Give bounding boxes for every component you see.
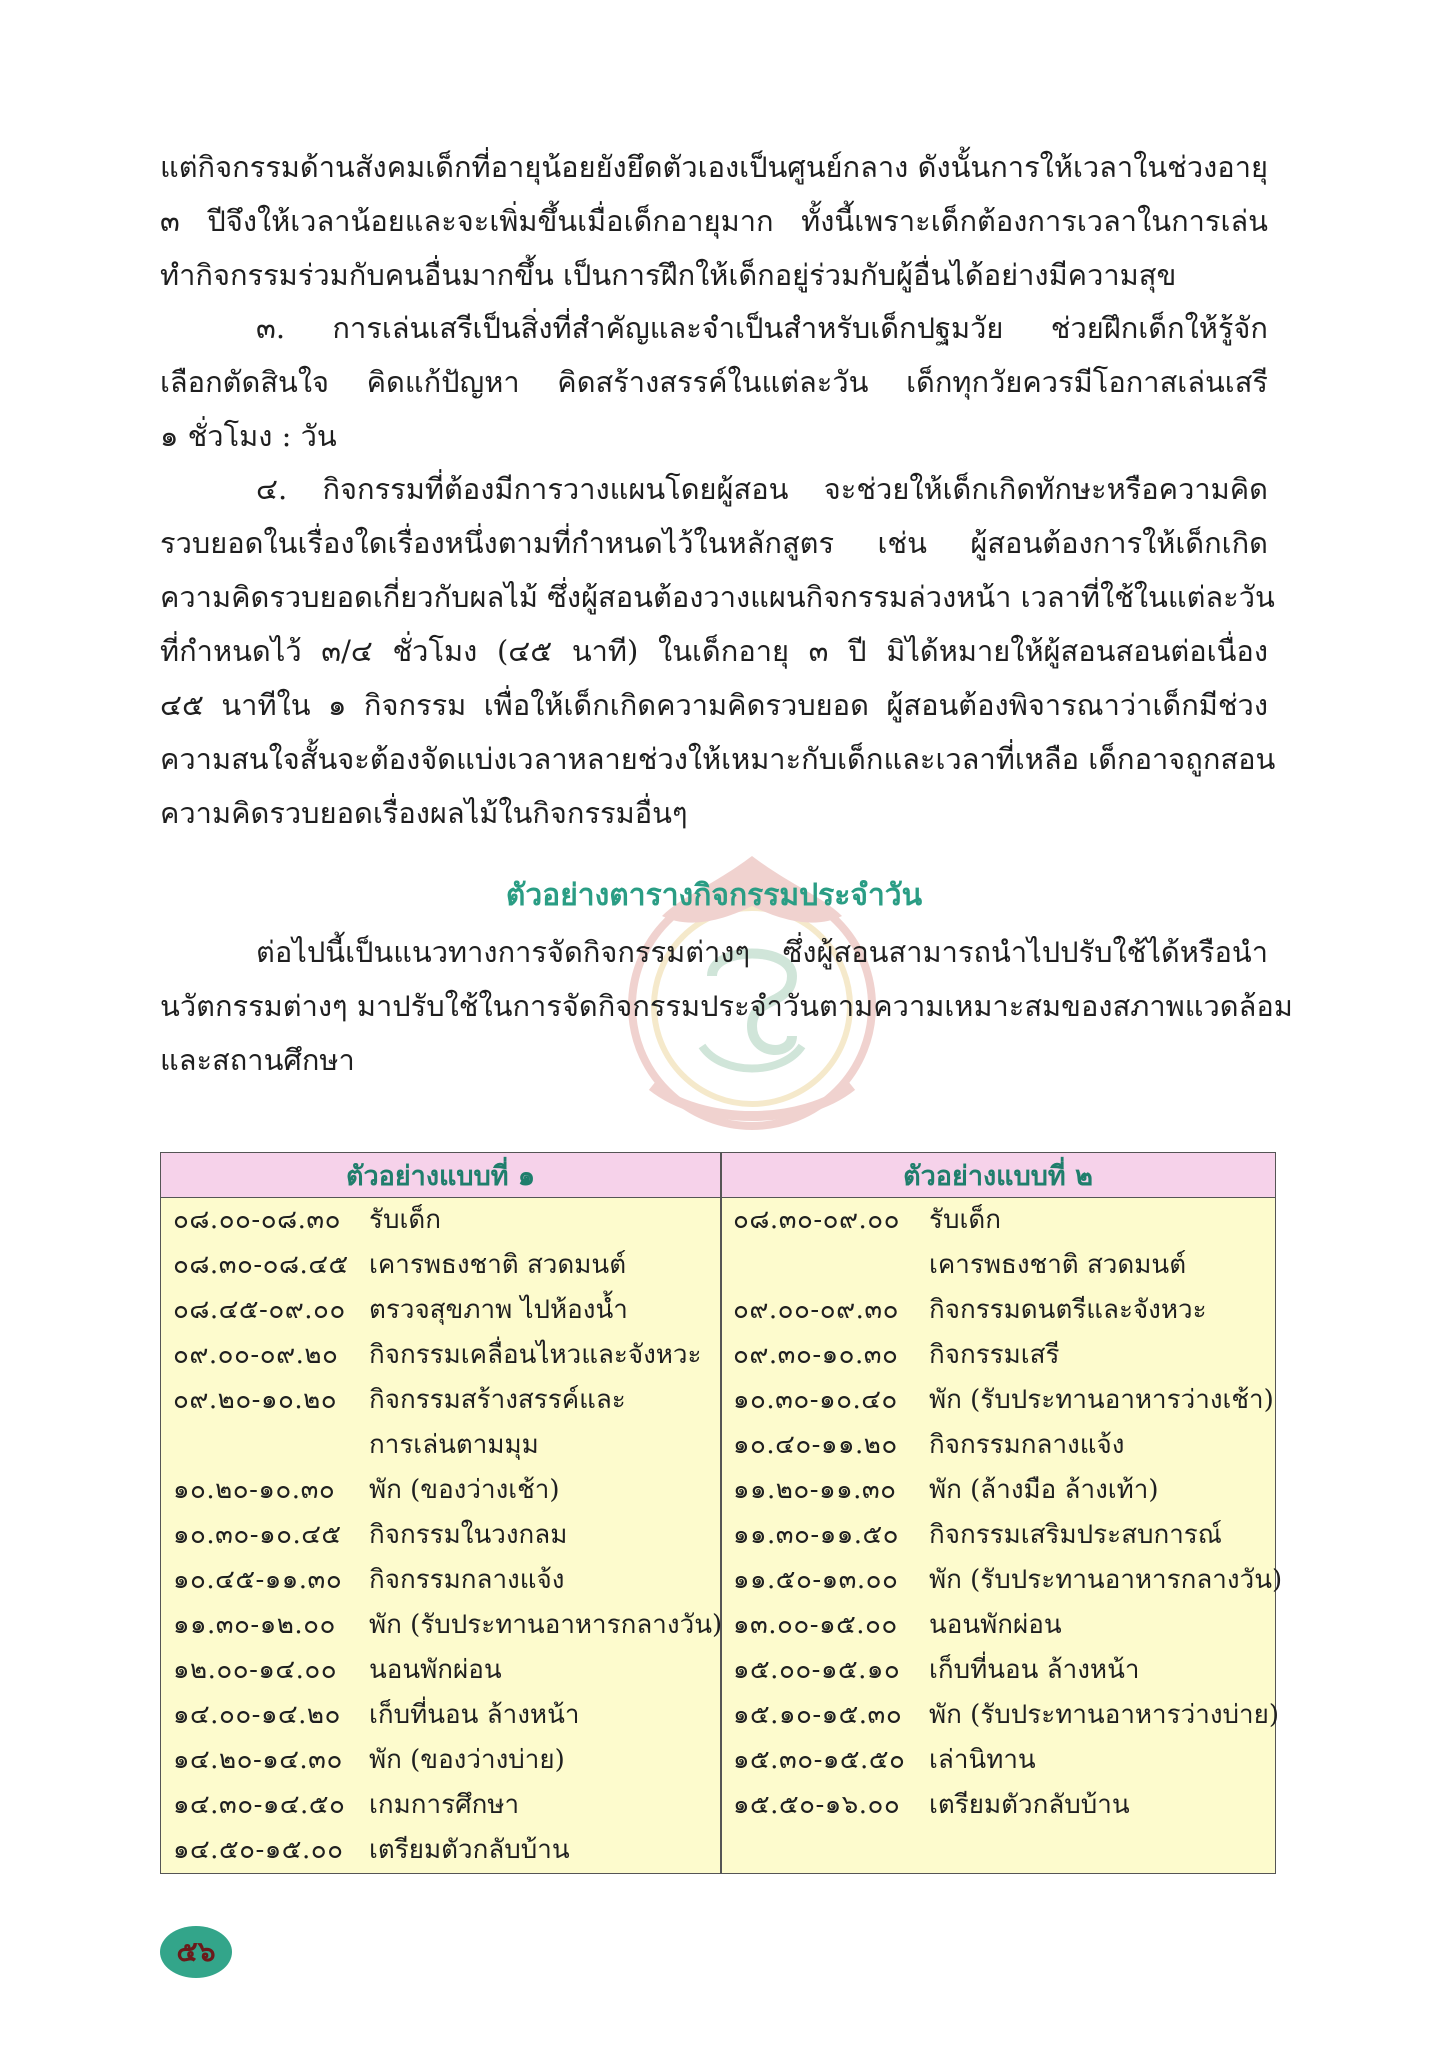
col1-header: ตัวอย่างแบบที่ ๑ [345,1161,536,1192]
schedule-time: ๑๑.๕๐-๑๓.๐๐ [733,1565,899,1595]
text-line: รวบยอดในเรื่องใดเรื่องหนึ่งตามที่กำหนดไว้ในหลักสูตร เช่น ผู้สอนต้องการให้เด็กเกิด [160,526,1268,560]
schedule-row [733,1783,1269,1828]
schedule-time: ๐๘.๓๐-๐๙.๐๐ [733,1205,901,1235]
schedule-row [173,1288,713,1333]
text-line: และสถานศึกษา [160,1043,355,1077]
schedule-activity: เก็บที่นอน ล้างหน้า [929,1655,1140,1685]
schedule-time: ๐๙.๓๐-๑๐.๓๐ [733,1340,899,1370]
schedule-activity: พัก (รับประทานอาหารว่างเช้า) [929,1385,1274,1415]
schedule-column-2 [733,1198,1283,1828]
schedule-activity: กิจกรรมกลางแจ้ง [369,1565,565,1595]
col2-header: ตัวอย่างแบบที่ ๒ [903,1161,1093,1192]
schedule-activity: พัก (ของว่างเช้า) [369,1475,560,1505]
schedule-activity: กิจกรรมกลางแจ้ง [929,1430,1125,1460]
schedule-row [173,1558,713,1603]
text-line: ความคิดรวบยอดเกี่ยวกับผลไม้ ซึ่งผู้สอนต้องวางแผนกิจกรรมล่วงหน้า เวลาที่ใช้ในแต่ละวัน [160,580,1275,614]
schedule-time: ๐๙.๐๐-๐๙.๓๐ [733,1295,900,1325]
text-line: ความคิดรวบยอดเรื่องผลไม้ในกิจกรรมอื่นๆ [160,796,688,830]
schedule-time: ๐๘.๓๐-๐๘.๔๕ [173,1250,349,1280]
text-line: ๔๕ นาทีใน ๑ กิจกรรม เพื่อให้เด็กเกิดความคิดรวบยอด ผู้สอนต้องพิจารณาว่าเด็กมีช่วง [160,688,1268,722]
schedule-activity: เล่านิทาน [929,1745,1036,1775]
schedule-row [733,1243,1269,1288]
schedule-activity: กิจกรรมสร้างสรรค์และ [369,1385,626,1415]
schedule-activity: เตรียมตัวกลับบ้าน [929,1790,1130,1820]
schedule-row [733,1648,1269,1693]
schedule-time: ๐๘.๔๕-๐๙.๐๐ [173,1295,346,1325]
text-line: ๔. กิจกรรมที่ต้องมีการวางแผนโดยผู้สอน จะช่วยให้เด็กเกิดทักษะหรือความคิด [256,472,1268,506]
schedule-time: ๑๑.๒๐-๑๑.๓๐ [733,1475,897,1505]
table-header-row [161,1153,1275,1198]
schedule-activity: พัก (ล้างมือ ล้างเท้า) [929,1475,1159,1505]
schedule-time: ๑๔.๓๐-๑๔.๕๐ [173,1790,346,1820]
section-heading: ตัวอย่างตารางกิจกรรมประจำวัน [505,878,923,913]
schedule-activity: พัก (รับประทานอาหารกลางวัน) [369,1610,723,1640]
point-3-paragraph [160,301,1268,463]
text-line: นวัตกรรมต่างๆ มาปรับใช้ในการจัดกิจกรรมประจำวันตามความเหมาะสมของสภาพแวดล้อม [160,989,1293,1023]
schedule-row [733,1513,1269,1558]
schedule-row [733,1738,1269,1783]
schedule-row [173,1378,713,1423]
schedule-time: ๑๔.๕๐-๑๕.๐๐ [173,1835,344,1865]
schedule-activity: เคารพธงชาติ สวดมนต์ [369,1250,627,1280]
schedule-time: ๑๔.๐๐-๑๔.๒๐ [173,1700,341,1730]
text-line: ต่อไปนี้เป็นแนวทางการจัดกิจกรรมต่างๆ ซึ่งผู้สอนสามารถนำไปปรับใช้ได้หรือนำ [256,935,1268,969]
schedule-activity: นอนพักผ่อน [369,1655,502,1685]
schedule-time: ๑๐.๓๐-๑๐.๔๐ [733,1385,898,1415]
schedule-activity: กิจกรรมในวงกลม [369,1520,568,1550]
schedule-table [160,1152,1283,1874]
schedule-row [733,1198,1269,1243]
schedule-time: ๐๙.๐๐-๐๙.๒๐ [173,1340,339,1370]
schedule-activity: พัก (ของว่างบ่าย) [369,1745,565,1775]
intro-paragraph [160,140,1268,302]
text-line: ความสนใจสั้นจะต้องจัดแบ่งเวลาหลายช่วงให้เหมาะกับเด็กและเวลาที่เหลือ เด็กอาจถูกสอน [160,742,1276,776]
schedule-row [173,1198,713,1243]
page-number-badge: ๕๖ [160,1926,232,1978]
schedule-activity: เตรียมตัวกลับบ้าน [369,1835,570,1865]
schedule-activity: รับเด็ก [929,1205,1001,1235]
schedule-row [733,1378,1274,1423]
schedule-time: ๑๔.๒๐-๑๔.๓๐ [173,1745,343,1775]
schedule-activity: เกมการศึกษา [369,1790,520,1820]
schedule-activity: พัก (รับประทานอาหารว่างบ่าย) [929,1700,1279,1730]
schedule-row [173,1243,713,1288]
schedule-time: ๑๕.๕๐-๑๖.๐๐ [733,1790,901,1820]
schedule-time: ๑๕.๓๐-๑๕.๕๐ [733,1745,906,1775]
text-line: เลือกตัดสินใจ คิดแก้ปัญหา คิดสร้างสรรค์ในแต่ละวัน เด็กทุกวัยควรมีโอกาสเล่นเสรี [160,365,1268,399]
schedule-time: ๐๘.๐๐-๐๘.๓๐ [173,1205,342,1235]
text-line: ๓ ปีจึงให้เวลาน้อยและจะเพิ่มขึ้นเมื่อเด็กอายุมาก ทั้งนี้เพราะเด็กต้องการเวลาในการเล่น [160,204,1268,238]
text-line: ๓. การเล่นเสรีเป็นสิ่งที่สำคัญและจำเป็นสำหรับเด็กปฐมวัย ช่วยฝึกเด็กให้รู้จัก [256,311,1268,345]
schedule-activity: พัก (รับประทานอาหารกลางวัน) [929,1565,1283,1595]
schedule-row [173,1738,713,1783]
schedule-row [733,1603,1269,1648]
schedule-row [733,1693,1279,1738]
schedule-row [173,1828,713,1873]
schedule-time: ๐๙.๒๐-๑๐.๒๐ [173,1385,338,1415]
schedule-time: ๑๐.๔๐-๑๑.๒๐ [733,1430,898,1460]
schedule-time: ๑๑.๓๐-๑๑.๕๐ [733,1520,900,1550]
text-line: แต่กิจกรรมด้านสังคมเด็กที่อายุน้อยยังยึดตัวเองเป็นศูนย์กลาง ดังนั้นการให้เวลาในช่วงอายุ [160,150,1268,184]
schedule-time: ๑๕.๐๐-๑๕.๑๐ [733,1655,901,1685]
schedule-row [173,1783,713,1828]
schedule-row [733,1333,1269,1378]
schedule-row [173,1423,713,1468]
schedule-time: ๑๐.๔๕-๑๑.๓๐ [173,1565,343,1595]
section-paragraph [160,925,1293,1087]
schedule-time: ๑๐.๓๐-๑๐.๔๕ [173,1520,342,1550]
schedule-time: ๑๕.๑๐-๑๕.๓๐ [733,1700,903,1730]
schedule-activity: ตรวจสุขภาพ ไปห้องน้ำ [369,1295,628,1325]
schedule-time: ๑๐.๒๐-๑๐.๓๐ [173,1475,336,1505]
schedule-row [173,1513,713,1558]
schedule-row [173,1333,713,1378]
schedule-activity: กิจกรรมเสริมประสบการณ์ [929,1520,1222,1550]
schedule-row [733,1288,1269,1333]
schedule-activity: เคารพธงชาติ สวดมนต์ [929,1250,1187,1280]
schedule-activity: กิจกรรมดนตรีและจังหวะ [929,1295,1207,1325]
schedule-time: ๑๒.๐๐-๑๔.๐๐ [173,1655,338,1685]
schedule-row [173,1603,723,1648]
schedule-row [173,1468,713,1513]
schedule-activity: กิจกรรมเสรี [929,1340,1060,1370]
text-line: ทำกิจกรรมร่วมกับคนอื่นมากขึ้น เป็นการฝึกให้เด็กอยู่ร่วมกับผู้อื่นได้อย่างมีความสุข [160,258,1177,292]
schedule-column-1 [173,1198,723,1873]
schedule-activity: เก็บที่นอน ล้างหน้า [369,1700,580,1730]
column-divider [720,1153,722,1873]
text-line: ๑ ชั่วโมง : วัน [160,419,337,453]
schedule-time: ๑๓.๐๐-๑๕.๐๐ [733,1610,898,1640]
schedule-activity: การเล่นตามมุม [369,1430,539,1460]
schedule-row [173,1648,713,1693]
schedule-row [733,1423,1269,1468]
schedule-row [733,1468,1269,1513]
schedule-activity: รับเด็ก [369,1205,441,1235]
schedule-row [173,1693,713,1738]
schedule-row [733,1558,1283,1603]
point-4-paragraph [160,462,1276,840]
schedule-activity: กิจกรรมเคลื่อนไหวและจังหวะ [369,1340,702,1370]
schedule-time: ๑๑.๓๐-๑๒.๐๐ [173,1610,336,1640]
schedule-activity: นอนพักผ่อน [929,1610,1062,1640]
text-line: ที่กำหนดไว้ ๓/๔ ชั่วโมง (๔๕ นาที) ในเด็กอายุ ๓ ปี มิได้หมายให้ผู้สอนสอนต่อเนื่อง [160,634,1268,668]
